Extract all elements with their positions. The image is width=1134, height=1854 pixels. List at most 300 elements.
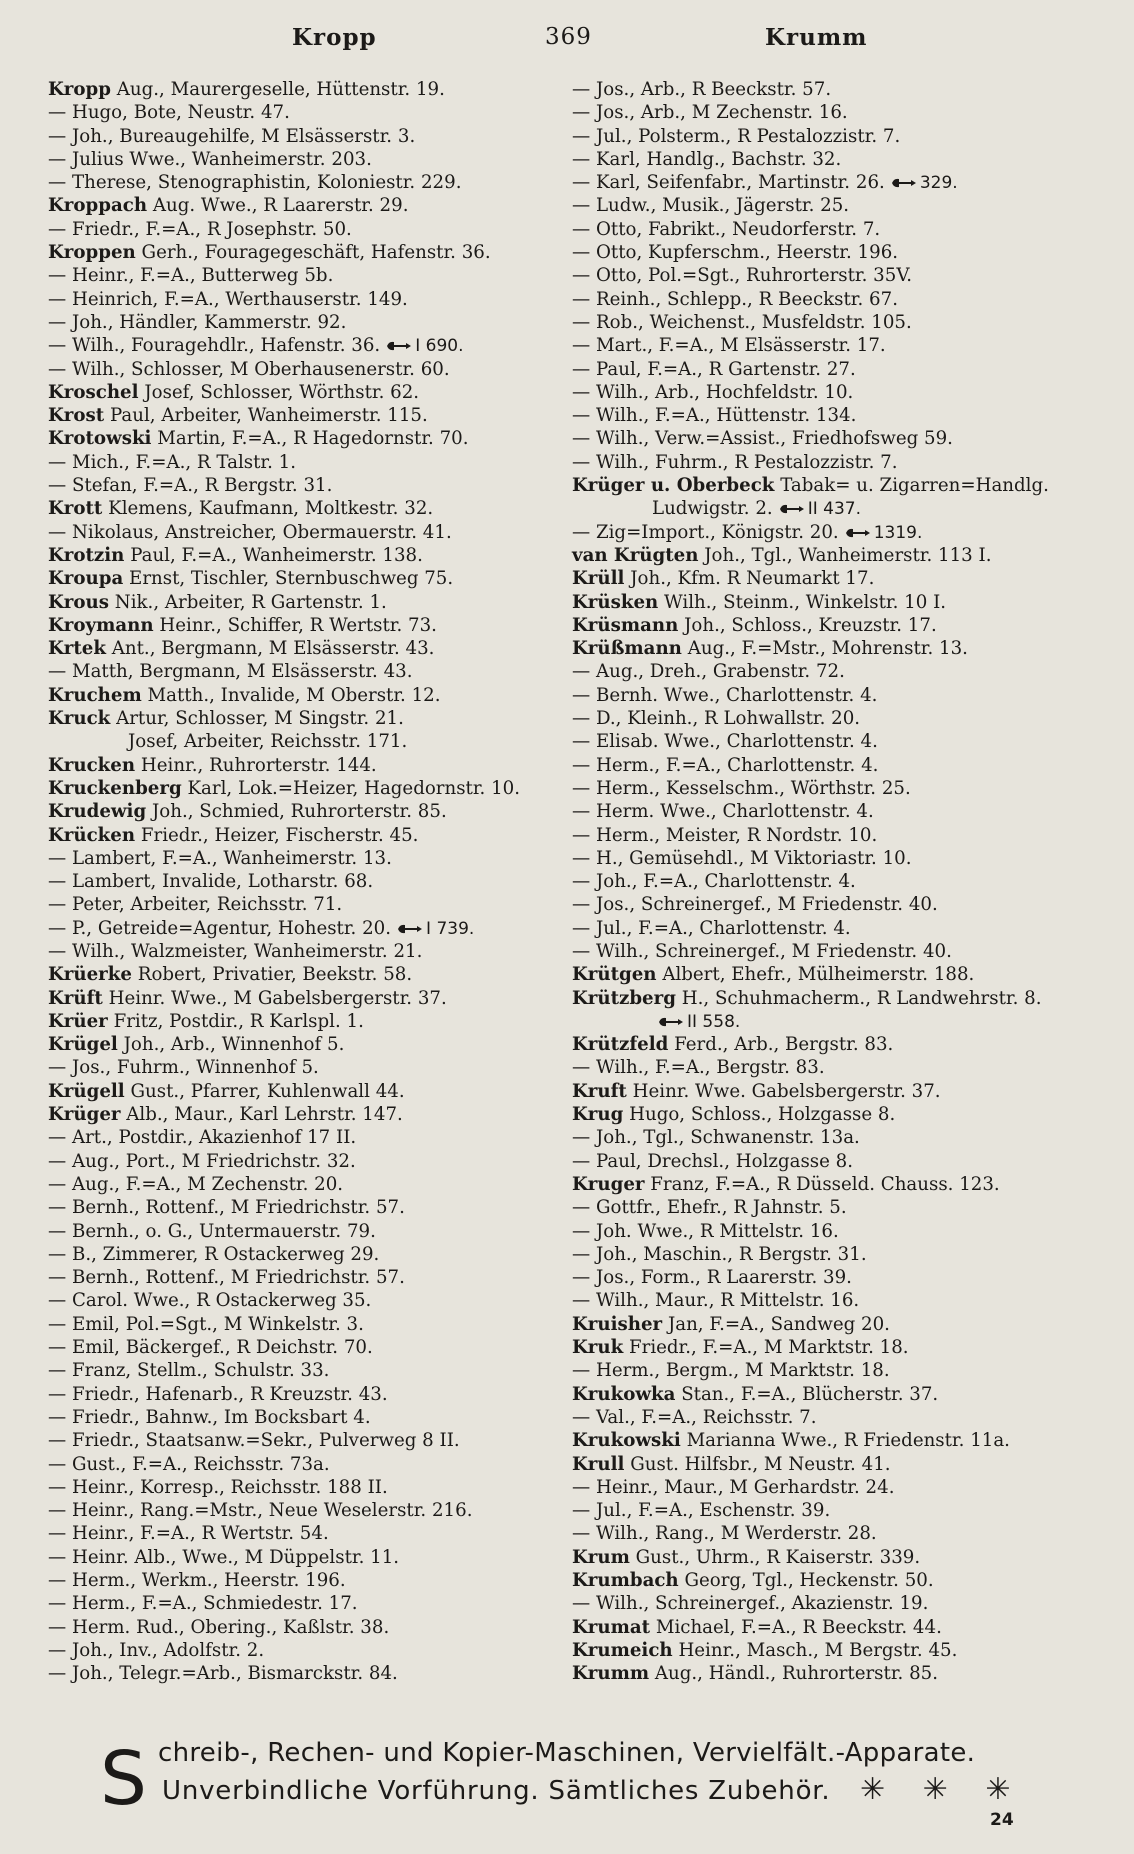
directory-entry (48, 1196, 568, 1219)
entry-details: — Friedr., F.=A., R Josephstr. 50. (48, 218, 352, 240)
entry-details: — Heinr., Maur., M Gerhardstr. 24. (572, 1476, 895, 1498)
directory-entry (572, 684, 1112, 707)
entry-details: — Mart., F.=A., M Elsässerstr. 17. (572, 335, 886, 357)
directory-entry (572, 1476, 1112, 1499)
directory-entry (48, 1056, 568, 1079)
directory-entry (572, 358, 1112, 381)
entry-surname: Krug (572, 1104, 624, 1126)
directory-entry (572, 241, 1112, 264)
directory-entry (572, 1289, 1112, 1312)
phone-number (658, 1012, 740, 1032)
directory-entry (572, 847, 1112, 870)
entry-details: — Gottfr., Ehefr., R Jahnstr. 5. (572, 1197, 847, 1219)
directory-entry (48, 1313, 568, 1336)
directory-entry (572, 218, 1112, 241)
entry-details: Heinr. Wwe., M Gabelsbergerstr. 37. (108, 987, 447, 1009)
phone-number (386, 336, 463, 356)
entry-details: — Lambert, Invalide, Lotharstr. 68. (48, 871, 374, 893)
entry-surname: Kropp (48, 79, 111, 100)
directory-entry (572, 987, 1112, 1010)
telephone-icon (891, 177, 917, 189)
directory-entry (48, 1429, 568, 1452)
entry-details: H., Schuhmacherm., R Landwehrstr. 8. (681, 987, 1042, 1009)
directory-entry (572, 637, 1112, 660)
entry-surname: Krüger u. Oberbeck (572, 475, 775, 497)
directory-entry (572, 591, 1112, 614)
entry-details: — Aug., F.=A., M Zechenstr. 20. (48, 1173, 344, 1195)
entry-surname: Krüsmann (572, 614, 679, 636)
right-column (572, 78, 1112, 1685)
entry-surname: Krous (48, 591, 109, 613)
entry-surname: Krücken (48, 824, 136, 846)
entry-details: — Otto, Pol.=Sgt., Ruhrorterstr. 35V. (572, 265, 913, 287)
ad-headline: chreib-, Rechen- und Kopier-Maschinen, Vervielfält.-Apparate. (158, 1738, 976, 1768)
directory-entry (48, 1266, 568, 1289)
phone-number (891, 173, 958, 193)
entry-details: — Wilh., Fouragehdlr., Hafenstr. 36. (48, 335, 381, 357)
directory-entry (48, 264, 568, 287)
directory-entry (572, 264, 1112, 287)
entry-surname: Krukowski (572, 1430, 681, 1452)
entry-surname: Krumbach (572, 1570, 679, 1591)
entry-details: — Lambert, F.=A., Wanheimerstr. 13. (48, 847, 392, 869)
entry-details: — Joh., Maschin., R Bergstr. 31. (572, 1243, 867, 1265)
directory-entry (48, 1289, 568, 1312)
entry-details: — Heinr. Alb., Wwe., M Düppelstr. 11. (48, 1546, 400, 1568)
directory-entry (572, 1336, 1112, 1359)
entry-surname: Kroschel (48, 381, 139, 403)
directory-entry (572, 893, 1112, 916)
directory-entry (48, 474, 568, 497)
entry-details: Wilh., Steinm., Winkelstr. 10 I. (664, 591, 947, 613)
entry-details: — Herm., Kesselschm., Wörthstr. 25. (572, 777, 911, 799)
directory-entry (572, 800, 1112, 823)
directory-entry (572, 1383, 1112, 1406)
entry-details: — Jos., Form., R Laarerstr. 39. (572, 1267, 852, 1289)
directory-entry (572, 777, 1112, 800)
entry-details: — Gust., F.=A., Reichsstr. 73a. (48, 1453, 330, 1475)
entry-details: Albert, Ehefr., Mülheimerstr. 188. (662, 964, 975, 986)
directory-entry (572, 1313, 1112, 1336)
entry-surname: Kruckenberg (48, 777, 182, 799)
entry-surname: Krüsken (572, 591, 659, 613)
entry-details: Heinr., Ruhrorterstr. 144. (140, 754, 377, 776)
entry-details: — Wilh., Verw.=Assist., Friedhofsweg 59. (572, 428, 953, 450)
directory-entry (572, 497, 1112, 520)
directory-entry (48, 1592, 568, 1615)
directory-entry (48, 241, 568, 264)
directory-entry (572, 311, 1112, 334)
entry-surname: Krost (48, 405, 105, 427)
entry-surname: Krumm (572, 1663, 650, 1685)
directory-entry (572, 660, 1112, 683)
ad-stars: ✳ ✳ ✳ (860, 1772, 1025, 1807)
directory-entry (48, 754, 568, 777)
directory-entry (572, 381, 1112, 404)
directory-entry (48, 427, 568, 450)
directory-entry (48, 1080, 568, 1103)
directory-entry (48, 1126, 568, 1149)
entry-details: Heinr., Schiffer, R Wertstr. 73. (159, 614, 437, 636)
directory-entry (572, 730, 1112, 753)
entry-details: Gust., Uhrm., R Kaiserstr. 339. (635, 1546, 921, 1568)
directory-entry (572, 707, 1112, 730)
entry-details: — Wilh., Schreinergef., Akazienstr. 19. (572, 1593, 929, 1615)
entry-details: — Peter, Arbeiter, Reichsstr. 71. (48, 894, 343, 916)
entry-details: Franz, F.=A., R Düsseld. Chauss. 123. (650, 1173, 1000, 1195)
entry-details: Aug. Wwe., R Laarerstr. 29. (152, 195, 409, 217)
directory-entry (48, 1173, 568, 1196)
directory-entry (48, 1453, 568, 1476)
entry-details: Georg, Tgl., Heckenstr. 50. (684, 1570, 934, 1591)
entry-details: — D., Kleinh., R Lohwallstr. 20. (572, 708, 861, 730)
entry-details: Joh., Tgl., Wanheimerstr. 113 I. (704, 544, 992, 566)
directory-entry (572, 427, 1112, 450)
telephone-icon (658, 1016, 684, 1028)
directory-entry (572, 754, 1112, 777)
entry-details: — Herm., Meister, R Nordstr. 10. (572, 824, 878, 846)
directory-entry (48, 637, 568, 660)
entry-details: — Wilh., Maur., R Mittelstr. 16. (572, 1290, 860, 1312)
entry-surname: Krudewig (48, 801, 147, 823)
entry-details: — Joh., F.=A., Charlottenstr. 4. (572, 871, 856, 893)
directory-entry (572, 451, 1112, 474)
entry-details: — Joh., Tgl., Schwanenstr. 13a. (572, 1127, 860, 1149)
entry-details: — Art., Postdir., Akazienhof 17 II. (48, 1127, 357, 1149)
entry-details: Marianna Wwe., R Friedenstr. 11a. (686, 1430, 1010, 1452)
entry-details: — Val., F.=A., Reichsstr. 7. (572, 1406, 817, 1428)
entry-surname: Kruft (572, 1080, 627, 1102)
entry-surname: Kruck (48, 708, 111, 730)
entry-details: — Heinr., F.=A., R Wertstr. 54. (48, 1523, 329, 1545)
directory-entry (572, 404, 1112, 427)
directory-entry (572, 1453, 1112, 1476)
directory-entry (48, 1010, 568, 1033)
entry-details: Gerh., Fouragegeschäft, Hafenstr. 36. (141, 242, 491, 264)
directory-entry (48, 171, 568, 194)
entry-details: — Wilh., Arb., Hochfeldstr. 10. (572, 381, 854, 403)
entry-details: — Wilh., Schreinergef., M Friedenstr. 40. (572, 940, 952, 962)
entry-surname: Krüll (572, 568, 625, 590)
entry-surname: Kruchem (48, 684, 142, 706)
entry-details: — Carol. Wwe., R Ostackerweg 35. (48, 1290, 372, 1312)
entry-details: — Wilh., Fuhrm., R Pestalozzistr. 7. (572, 451, 898, 473)
entry-surname: Krott (48, 498, 103, 520)
entry-details: — Emil, Bäckergef., R Deichstr. 70. (48, 1337, 373, 1359)
entry-details: — Herm., F.=A., Charlottenstr. 4. (572, 754, 879, 776)
entry-surname: Krum (572, 1546, 630, 1568)
directory-entry (48, 334, 568, 357)
directory-entry (572, 288, 1112, 311)
entry-details: Gust. Hilfsbr., M Neustr. 41. (630, 1453, 891, 1475)
directory-entry (572, 1220, 1112, 1243)
directory-entry (48, 148, 568, 171)
entry-details: — Paul, Drechsl., Holzgasse 8. (572, 1150, 854, 1172)
directory-entry (572, 1010, 1112, 1033)
entry-details: — H., Gemüsehdl., M Viktoriastr. 10. (572, 847, 912, 869)
entry-details: — Heinrich, F.=A., Werthauserstr. 149. (48, 288, 408, 310)
entry-details: Matth., Invalide, M Oberstr. 12. (147, 684, 441, 706)
directory-entry (48, 544, 568, 567)
directory-entry (48, 1546, 568, 1569)
directory-entry (48, 1336, 568, 1359)
entry-details: — Bernh. Wwe., Charlottenstr. 4. (572, 684, 878, 706)
phone-number-text: 329. (919, 173, 958, 194)
directory-entry (572, 78, 1112, 101)
entry-details: — Heinr., Korresp., Reichsstr. 188 II. (48, 1476, 388, 1498)
directory-entry (48, 1476, 568, 1499)
directory-entry (572, 1359, 1112, 1382)
entry-details: Ernst, Tischler, Sternbuschweg 75. (129, 568, 454, 590)
entry-surname: van Krügten (572, 544, 699, 566)
directory-entry (48, 591, 568, 614)
entry-details: — Joh. Wwe., R Mittelstr. 16. (572, 1220, 839, 1242)
directory-entry (48, 358, 568, 381)
directory-entry (572, 334, 1112, 357)
running-header (0, 24, 1134, 64)
entry-surname: Krüerke (48, 964, 132, 986)
directory-entry (572, 614, 1112, 637)
entry-details: Michael, F.=A., R Beeckstr. 44. (655, 1616, 942, 1638)
phone-number-text: I 739. (426, 918, 475, 939)
entry-details: — Bernh., Rottenf., M Friedrichstr. 57. (48, 1197, 405, 1219)
entry-details: Alb., Maur., Karl Lehrstr. 147. (126, 1104, 403, 1126)
directory-entry (48, 311, 568, 334)
entry-details: — Emil, Pol.=Sgt., M Winkelstr. 3. (48, 1313, 364, 1335)
directory-entry (48, 707, 568, 730)
entry-details: — Jos., Arb., R Beeckstr. 57. (572, 79, 832, 100)
directory-entry (572, 1406, 1112, 1429)
entry-details: — Jos., Fuhrm., Winnenhof 5. (48, 1057, 319, 1079)
entry-surname: Kroymann (48, 614, 154, 636)
sheet-number: 24 (990, 1810, 1014, 1830)
left-column (48, 78, 568, 1685)
entry-details: — Franz, Stellm., Schulstr. 33. (48, 1360, 330, 1382)
entry-details: — Joh., Händler, Kammerstr. 92. (48, 311, 347, 333)
entry-details: — Otto, Kupferschm., Heerstr. 196. (572, 242, 899, 264)
entry-details: Ferd., Arb., Bergstr. 83. (674, 1034, 894, 1056)
directory-entry (48, 940, 568, 963)
directory-entry (48, 1569, 568, 1592)
entry-surname: Kruk (572, 1337, 624, 1359)
entry-surname: Krull (572, 1453, 625, 1475)
entry-surname: Krumeich (572, 1639, 673, 1661)
directory-entry (48, 381, 568, 404)
directory-entry (48, 521, 568, 544)
entry-details: Ludwigstr. 2. (652, 498, 773, 520)
directory-entry (48, 917, 568, 940)
phone-number-text: II 558. (687, 1011, 741, 1032)
directory-entry (48, 194, 568, 217)
entry-details: Joh., Schloss., Kreuzstr. 17. (684, 614, 937, 636)
phone-number (397, 919, 474, 939)
entry-details: — B., Zimmerer, R Ostackerweg 29. (48, 1243, 380, 1265)
directory-entry (48, 1243, 568, 1266)
directory-entry (48, 1359, 568, 1382)
entry-surname: Krtek (48, 638, 106, 660)
directory-entry (48, 451, 568, 474)
directory-entry (48, 730, 568, 753)
entry-details: — Jos., Arb., M Zechenstr. 16. (572, 102, 848, 124)
ad-subline: Unverbindliche Vorführung. Sämtliches Zubehör. (162, 1776, 831, 1806)
entry-details: — Jul., F.=A., Eschenstr. 39. (572, 1500, 831, 1522)
directory-entry (48, 567, 568, 590)
directory-entry (572, 1499, 1112, 1522)
directory-entry (48, 101, 568, 124)
entry-details: — Friedr., Staatsanw.=Sekr., Pulverweg 8 II. (48, 1430, 460, 1452)
entry-surname: Kruisher (572, 1313, 663, 1335)
entry-details: — Jul., F.=A., Charlottenstr. 4. (572, 917, 851, 939)
entry-details: — Herm., Bergm., M Marktstr. 18. (572, 1360, 890, 1382)
directory-entry (572, 824, 1112, 847)
directory-entry (572, 521, 1112, 544)
entry-details: — Bernh., o. G., Untermauerstr. 79. (48, 1220, 376, 1242)
entry-surname: Krüer (48, 1010, 108, 1032)
entry-surname: Krügell (48, 1080, 125, 1102)
entry-details: — Matth, Bergmann, M Elsässerstr. 43. (48, 661, 413, 683)
entry-surname: Kruger (572, 1173, 645, 1195)
entry-details: Tabak= u. Zigarren=Handlg. (780, 475, 1049, 497)
entry-details: — Jul., Polsterm., R Pestalozzistr. 7. (572, 125, 901, 147)
phone-number-text: I 690. (415, 336, 464, 357)
telephone-icon (397, 923, 423, 935)
directory-entry (572, 1592, 1112, 1615)
phone-number-text: II 437. (807, 499, 862, 520)
entry-details: — Reinh., Schlepp., R Beeckstr. 67. (572, 288, 898, 310)
entry-surname: Krumat (572, 1616, 651, 1638)
entry-details: Josef, Schlosser, Wörthstr. 62. (144, 381, 420, 403)
directory-entry (572, 171, 1112, 194)
directory-entry (48, 660, 568, 683)
entry-details: — Paul, F.=A., R Gartenstr. 27. (572, 358, 856, 380)
directory-entry (48, 870, 568, 893)
entry-details: — Julius Wwe., Wanheimerstr. 203. (48, 148, 372, 170)
entry-details: — Karl, Seifenfabr., Martinstr. 26. (572, 172, 885, 194)
entry-details: — Stefan, F.=A., R Bergstr. 31. (48, 475, 333, 497)
directory-entry (572, 1173, 1112, 1196)
entry-details: Artur, Schlosser, M Singstr. 21. (116, 708, 404, 730)
entry-details: — Friedr., Hafenarb., R Kreuzstr. 43. (48, 1383, 388, 1405)
directory-entry (572, 1243, 1112, 1266)
entry-details: Aug., Maurergeselle, Hüttenstr. 19. (116, 79, 445, 100)
entry-surname: Krüft (48, 987, 103, 1009)
entry-surname: Krützfeld (572, 1034, 669, 1056)
entry-details: Robert, Privatier, Beekstr. 58. (137, 964, 413, 986)
entry-details: — Joh., Telegr.=Arb., Bismarckstr. 84. (48, 1663, 398, 1685)
entry-details: Hugo, Schloss., Holzgasse 8. (629, 1104, 896, 1126)
directory-entry (48, 824, 568, 847)
directory-entry (48, 1522, 568, 1545)
entry-surname: Kroppach (48, 195, 148, 217)
entry-surname: Kroppen (48, 242, 136, 264)
entry-details: — Wilh., F.=A., Hüttenstr. 134. (572, 405, 857, 427)
entry-surname: Krotowski (48, 428, 152, 450)
entry-details: — Friedr., Bahnw., Im Bocksbart 4. (48, 1406, 371, 1428)
directory-entry (48, 1616, 568, 1639)
directory-entry (48, 1639, 568, 1662)
directory-entry (572, 474, 1112, 497)
entry-details: — Wilh., Walzmeister, Wanheimerstr. 21. (48, 940, 423, 962)
entry-details: — Herm., F.=A., Schmiedestr. 17. (48, 1593, 358, 1615)
entry-details: — Joh., Inv., Adolfstr. 2. (48, 1639, 265, 1661)
directory-entry (572, 963, 1112, 986)
directory-entry (572, 148, 1112, 171)
directory-entry (572, 1662, 1112, 1685)
directory-entry (572, 1150, 1112, 1173)
directory-entry (572, 1266, 1112, 1289)
directory-entry (48, 497, 568, 520)
entry-details: — Heinr., F.=A., Butterweg 5b. (48, 265, 334, 287)
entry-surname: Krukowka (572, 1383, 676, 1405)
directory-entry (572, 1196, 1112, 1219)
entry-surname: Krützberg (572, 987, 676, 1009)
directory-entry (48, 1220, 568, 1243)
entry-details: — Wilh., F.=A., Bergstr. 83. (572, 1057, 825, 1079)
entry-details: — Aug., Port., M Friedrichstr. 32. (48, 1150, 356, 1172)
entry-details: — Zig=Import., Königstr. 20. (572, 521, 839, 543)
entry-details: Joh., Arb., Winnenhof 5. (123, 1034, 345, 1056)
entry-details: Paul, Arbeiter, Wanheimerstr. 115. (109, 405, 428, 427)
entry-details: — Herm., Werkm., Heerstr. 196. (48, 1570, 346, 1591)
directory-entry (572, 567, 1112, 590)
telephone-icon (779, 503, 805, 515)
directory-entry (572, 1080, 1112, 1103)
telephone-icon (386, 340, 412, 352)
entry-details: — Heinr., Rang.=Mstr., Neue Weselerstr. 216. (48, 1500, 473, 1522)
directory-entry (48, 987, 568, 1010)
phone-number-text: 1319. (873, 522, 923, 543)
page-number: 369 (545, 24, 592, 50)
entry-details: — Otto, Fabrikt., Neudorferstr. 7. (572, 218, 881, 240)
entry-surname: Krüßmann (572, 638, 682, 660)
directory-entry (572, 544, 1112, 567)
entry-surname: Kroupa (48, 568, 124, 590)
directory-entry (572, 870, 1112, 893)
directory-entry (48, 125, 568, 148)
entry-details: — Hugo, Bote, Neustr. 47. (48, 102, 290, 124)
entry-details: — Herm. Rud., Obering., Kaßlstr. 38. (48, 1616, 390, 1638)
directory-entry (48, 288, 568, 311)
directory-entry (572, 1429, 1112, 1452)
entry-details: — Wilh., Schlosser, M Oberhausenerstr. 60. (48, 358, 450, 380)
entry-surname: Krüger (48, 1104, 121, 1126)
entry-details: Jan, F.=A., Sandweg 20. (667, 1313, 890, 1335)
entry-details: Gust., Pfarrer, Kuhlenwall 44. (130, 1080, 405, 1102)
entry-details: Josef, Arbeiter, Reichsstr. 171. (128, 731, 408, 753)
entry-details: — Jos., Schreinergef., M Friedenstr. 40. (572, 894, 938, 916)
directory-entry (572, 194, 1112, 217)
directory-entry (48, 614, 568, 637)
directory-entry (572, 1569, 1112, 1592)
entry-details: — Karl, Handlg., Bachstr. 32. (572, 148, 842, 170)
directory-entry (48, 1033, 568, 1056)
entry-details: Nik., Arbeiter, R Gartenstr. 1. (114, 591, 387, 613)
directory-entry (572, 1103, 1112, 1126)
directory-entry (48, 777, 568, 800)
directory-entry (572, 917, 1112, 940)
entry-details: Aug., F.=Mstr., Mohrenstr. 13. (687, 638, 968, 660)
entry-details: — Joh., Bureaugehilfe, M Elsässerstr. 3. (48, 125, 416, 147)
directory-entry (48, 404, 568, 427)
entry-details: Aug., Händl., Ruhrorterstr. 85. (654, 1663, 939, 1685)
directory-entry (48, 1499, 568, 1522)
entry-details: — P., Getreide=Agentur, Hohestr. 20. (48, 917, 392, 939)
directory-entry (48, 1383, 568, 1406)
directory-entry (572, 1522, 1112, 1545)
telephone-icon (845, 527, 871, 539)
entry-details: Paul, F.=A., Wanheimerstr. 138. (130, 544, 423, 566)
entry-details: Martin, F.=A., R Hagedornstr. 70. (157, 428, 469, 450)
